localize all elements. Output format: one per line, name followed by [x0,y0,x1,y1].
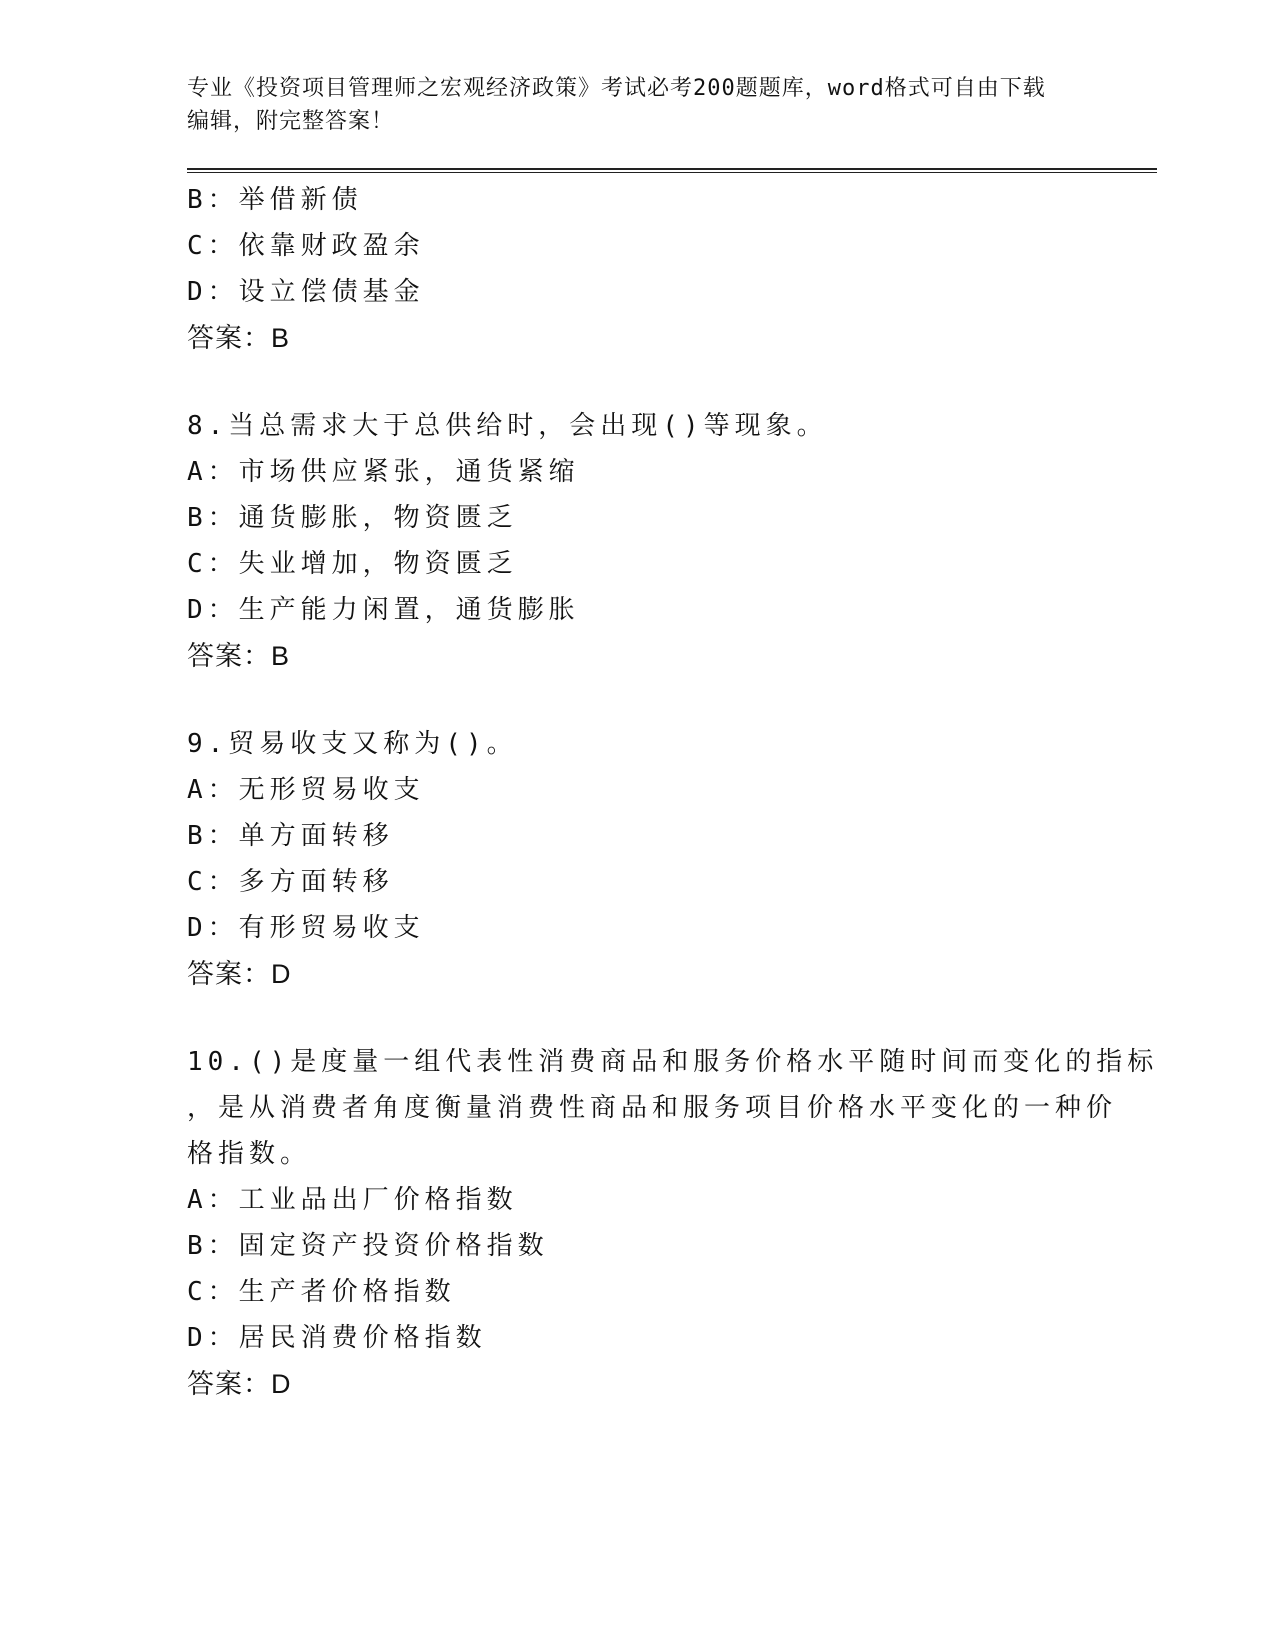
option-a: A：市场供应紧张，通货紧缩 [187,457,580,487]
option-c: C：多方面转移 [187,867,394,897]
question-10 [187,1039,1157,1407]
question-stem: 9.贸易收支又称为()。 [187,729,518,759]
option-b: B：通货膨胀，物资匮乏 [187,503,518,533]
document-header: 专业《投资项目管理师之宏观经济政策》考试必考200题题库，word格式可自由下载编辑，附完整答案！ [187,76,1046,134]
option-d: D：有形贸易收支 [187,913,425,943]
question-stem: 8.当总需求大于总供给时，会出现()等现象。 [187,411,828,441]
question-7-tail [187,177,1157,361]
answer-text: 答案：D [187,959,292,989]
answer-text: 答案：D [187,1369,292,1399]
option-c: C：生产者价格指数 [187,1277,456,1307]
question-8 [187,403,1157,679]
header-divider [187,168,1157,173]
option-d: D：生产能力闲置，通货膨胀 [187,595,580,625]
option-b: B：举借新债 [187,185,363,215]
question-stem-line-3: 格指数。 [187,1139,312,1169]
option-a: A：无形贸易收支 [187,775,425,805]
question-stem-line-2: ，是从消费者角度衡量消费性商品和服务项目价格水平变化的一种价 [187,1093,1118,1123]
option-c: C：失业增加，物资匮乏 [187,549,518,579]
answer-text: 答案：B [187,641,291,671]
question-stem-line-1: 10.()是度量一组代表性消费商品和服务价格水平随时间而变化的指标 [187,1047,1159,1077]
option-b: B：固定资产投资价格指数 [187,1231,549,1261]
option-b: B：单方面转移 [187,821,394,851]
answer-text: 答案：B [187,323,291,353]
option-d: D：设立偿债基金 [187,277,425,307]
document-page [187,72,1157,1407]
option-d: D：居民消费价格指数 [187,1323,487,1353]
question-9 [187,721,1157,997]
option-c: C：依靠财政盈余 [187,231,425,261]
option-a: A：工业品出厂价格指数 [187,1185,518,1215]
